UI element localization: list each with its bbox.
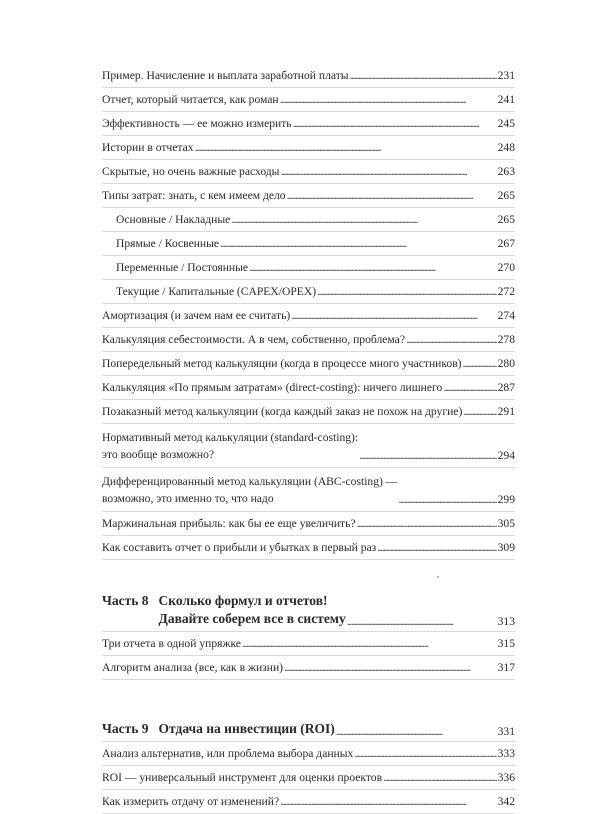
toc-subentry[interactable] xyxy=(102,208,515,232)
part-8-title-line2: Давайте соберем все в систему xyxy=(158,611,346,626)
dot-leader xyxy=(287,189,497,203)
toc-entry[interactable] xyxy=(102,160,515,184)
toc-entry[interactable] xyxy=(102,468,515,512)
toc-entry-page: 278 xyxy=(497,333,515,346)
part-8-label: Часть 8 xyxy=(102,593,149,608)
toc-entry-title: Позаказный метод калькуляции (когда каждый заказ не похож на другие) xyxy=(102,405,463,418)
dot-leader xyxy=(359,449,496,463)
toc-entry-title: Анализ альтернатив, или проблема выбора данных xyxy=(102,747,354,760)
toc-entry-page: 267 xyxy=(497,237,515,250)
table-of-contents xyxy=(102,64,515,814)
toc-entry-page: 299 xyxy=(497,493,515,506)
dot-leader xyxy=(242,637,497,651)
toc-entry-page: 317 xyxy=(497,661,515,674)
print-speck xyxy=(437,576,439,578)
dot-leader xyxy=(336,725,497,738)
part-8-page: 313 xyxy=(497,615,515,628)
dot-leader xyxy=(443,381,496,395)
toc-entry-page: 305 xyxy=(497,517,515,530)
part-9-title: Отдача на инвестиции (ROI) xyxy=(158,721,335,736)
part-9-items xyxy=(102,742,515,814)
toc-entry[interactable] xyxy=(102,88,515,112)
toc-entry[interactable] xyxy=(102,512,515,536)
part-8-title-wrap xyxy=(159,592,346,628)
toc-entry-title-line: Дифференцированный метод калькуляции (ABC-costing) — xyxy=(102,475,398,488)
toc-entry-title: Истории в отчетах xyxy=(102,141,194,154)
dot-leader xyxy=(398,493,496,507)
toc-entry[interactable] xyxy=(102,64,515,88)
dot-leader xyxy=(220,237,497,251)
toc-entry-title: Прямые / Косвенные xyxy=(116,237,220,250)
toc-entry-page: 272 xyxy=(497,285,515,298)
dot-leader xyxy=(249,261,497,275)
part-8-block xyxy=(102,592,515,680)
toc-subentry[interactable] xyxy=(102,280,515,304)
toc-entry-page: 291 xyxy=(497,405,515,418)
toc-entry-title: Калькуляция «По прямым затратам» (direct-costing): ничего лишнего xyxy=(102,381,443,394)
dot-leader xyxy=(195,141,497,155)
toc-entry-title: Амортизация (и зачем нам ее считать) xyxy=(102,309,291,322)
toc-entry[interactable] xyxy=(102,184,515,208)
toc-entry[interactable] xyxy=(102,304,515,328)
toc-entry-title: Попередельный метод калькуляции (когда в процессе много участников) xyxy=(102,357,462,370)
toc-entry-page: 333 xyxy=(497,747,515,760)
toc-entry-page: 342 xyxy=(497,795,515,808)
toc-entry-page: 248 xyxy=(497,141,515,154)
toc-entry-title-line: Нормативный метод калькуляции (standard-costing): xyxy=(102,431,359,444)
toc-section-part7-continued xyxy=(102,64,515,560)
toc-entry-page: 287 xyxy=(497,381,515,394)
dot-leader xyxy=(463,405,496,419)
dot-leader xyxy=(280,93,497,107)
part-8-heading[interactable] xyxy=(102,592,515,632)
toc-entry-page: 263 xyxy=(497,165,515,178)
toc-subentry[interactable] xyxy=(102,232,515,256)
toc-entry[interactable] xyxy=(102,400,515,424)
part-8-title-line1: Сколько формул и отчетов! xyxy=(158,593,328,608)
toc-entry-page: 270 xyxy=(497,261,515,274)
dot-leader xyxy=(280,795,497,809)
toc-entry[interactable] xyxy=(102,790,515,814)
toc-entry-page: 231 xyxy=(497,69,515,82)
dot-leader xyxy=(350,69,497,83)
toc-entry-title: Как измерить отдачу от изменений? xyxy=(102,795,280,808)
toc-entry-title: Отчет, который читается, как роман xyxy=(102,93,279,106)
toc-entry-page: 274 xyxy=(497,309,515,322)
toc-entry-title: Эффективность — ее можно измерить xyxy=(102,117,292,130)
dot-leader xyxy=(406,333,497,347)
toc-entry-title: ROI — универсальный инструмент для оценки проектов xyxy=(102,771,383,784)
toc-entry-page: 241 xyxy=(497,93,515,106)
dot-leader xyxy=(231,213,496,227)
toc-entry[interactable] xyxy=(102,112,515,136)
toc-entry-title: Пример. Начисление и выплата заработной платы xyxy=(102,69,349,82)
toc-entry[interactable] xyxy=(102,424,515,468)
toc-entry-title xyxy=(102,473,397,507)
toc-entry-page: 336 xyxy=(497,771,515,784)
dot-leader xyxy=(377,541,496,555)
toc-entry-page: 315 xyxy=(497,637,515,650)
toc-entry-page: 294 xyxy=(497,449,515,462)
toc-entry-page: 265 xyxy=(497,213,515,226)
toc-entry-title: Маржинальная прибыль: как бы ее еще увеличить? xyxy=(102,517,356,530)
toc-entry[interactable] xyxy=(102,632,515,656)
toc-entry[interactable] xyxy=(102,766,515,790)
dot-leader xyxy=(463,357,497,371)
toc-entry-title-line: возможно, это именно то, что надо xyxy=(102,492,274,505)
toc-entry-title: Алгоритм анализа (все, как в жизни) xyxy=(102,661,284,674)
toc-entry-title: Типы затрат: знать, с кем имеем дело xyxy=(102,189,286,202)
dot-leader xyxy=(357,517,497,531)
toc-entry-title: Переменные / Постоянные xyxy=(116,261,249,274)
part-9-label: Часть 9 xyxy=(102,721,149,736)
dot-leader xyxy=(284,661,497,675)
dot-leader xyxy=(354,747,496,761)
part-9-page: 331 xyxy=(497,725,515,738)
toc-entry[interactable] xyxy=(102,328,515,352)
dot-leader xyxy=(383,771,497,785)
toc-entry-page: 265 xyxy=(497,189,515,202)
toc-entry[interactable] xyxy=(102,136,515,160)
toc-entry-title-line: это вообще возможно? xyxy=(102,448,215,461)
part-9-block xyxy=(102,720,515,814)
dot-leader xyxy=(317,285,496,299)
dot-leader xyxy=(347,615,497,628)
toc-entry-title: Основные / Накладные xyxy=(116,213,231,226)
toc-entry[interactable] xyxy=(102,536,515,560)
toc-entry-title: Текущие / Капитальные (CAPEX/OPEX) xyxy=(116,285,317,298)
toc-entry-title: Три отчета в одной упряжке xyxy=(102,637,241,650)
toc-entry[interactable] xyxy=(102,352,515,376)
dot-leader xyxy=(291,309,496,323)
part-9-heading[interactable] xyxy=(102,720,515,742)
toc-entry-title: Калькуляция себестоимости. А в чем, собственно, проблема? xyxy=(102,333,405,346)
toc-entry-page: 280 xyxy=(497,357,515,370)
toc-entry[interactable] xyxy=(102,376,515,400)
toc-entry-title: Как составить отчет о прибыли и убытках в первый раз xyxy=(102,541,377,554)
toc-entry-page: 309 xyxy=(497,541,515,554)
toc-entry-page: 245 xyxy=(497,117,515,130)
toc-subentry[interactable] xyxy=(102,256,515,280)
part-8-items xyxy=(102,632,515,680)
dot-leader xyxy=(293,117,497,131)
toc-entry-title: Скрытые, но очень важные расходы xyxy=(102,165,280,178)
toc-entry-title xyxy=(102,429,358,463)
toc-entry[interactable] xyxy=(102,656,515,680)
toc-entry[interactable] xyxy=(102,742,515,766)
dot-leader xyxy=(280,165,496,179)
